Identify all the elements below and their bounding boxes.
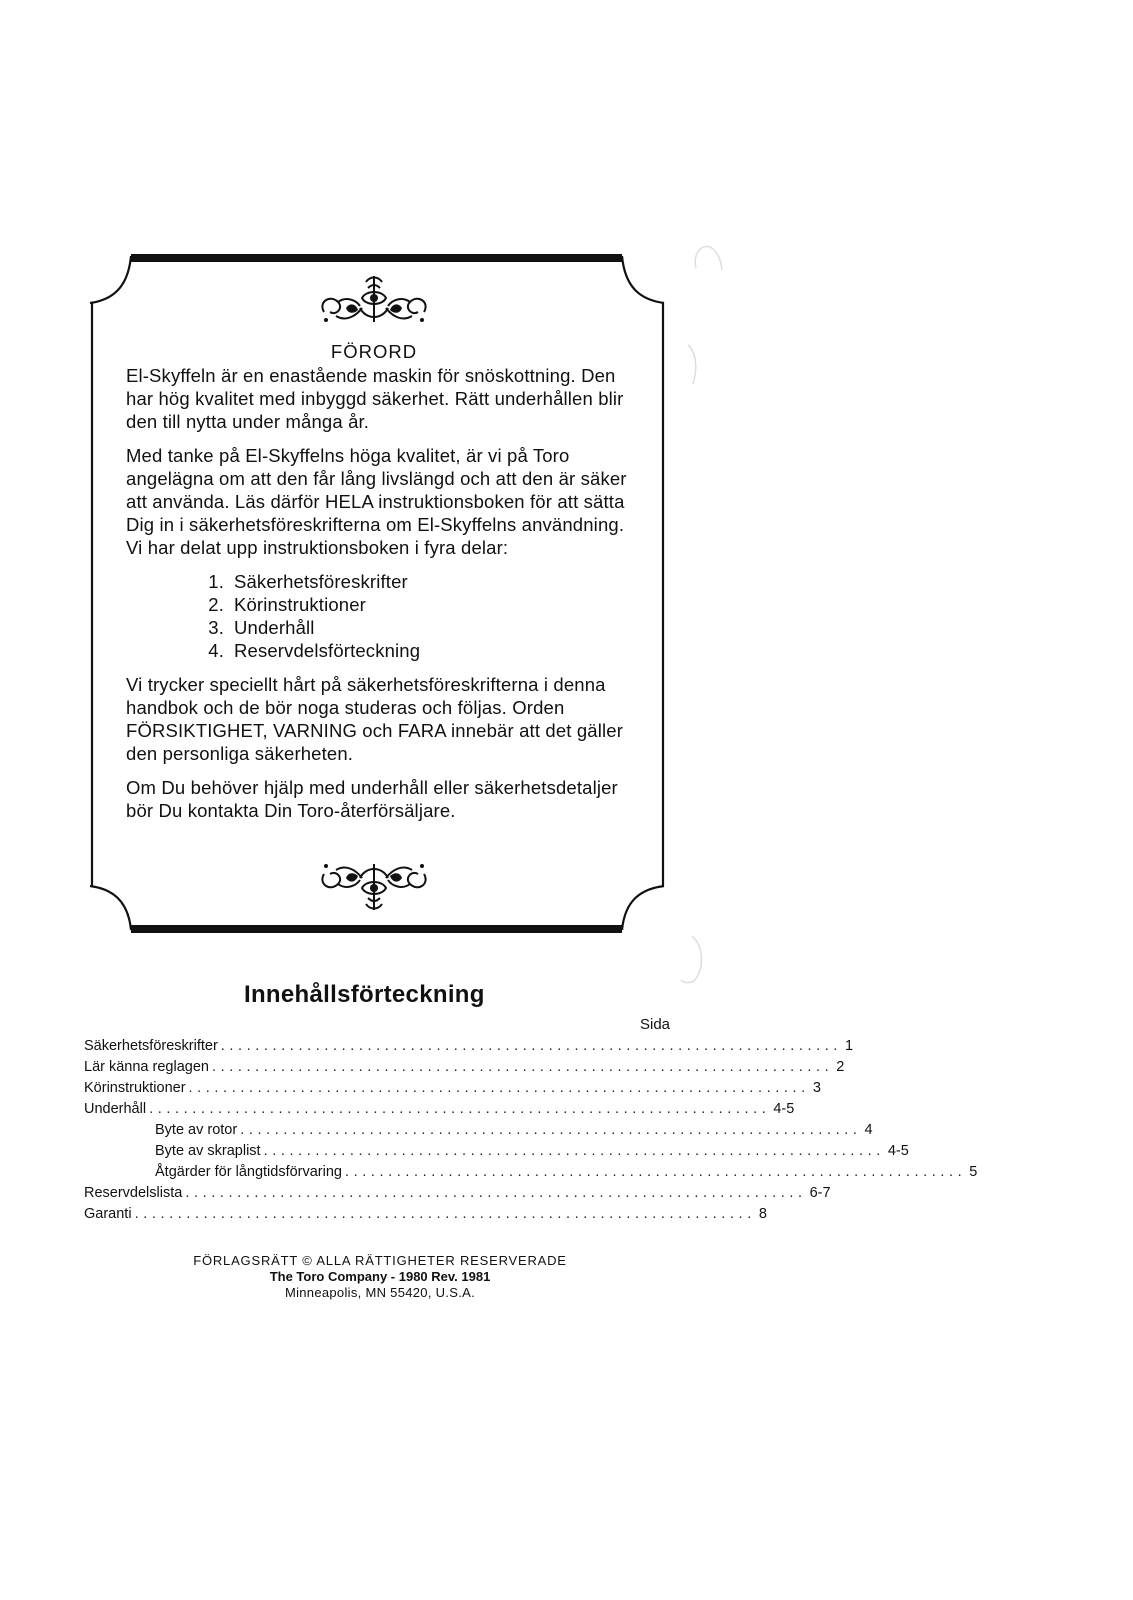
toc-entry-page: 5 [969,1164,978,1180]
toc-entry-label: Byte av rotor [155,1122,238,1138]
foreword-section [126,340,630,833]
toc-entry [84,1183,831,1204]
foreword-paragraph-2: Med tanke på El-Skyffelns höga kvalitet, är vi på Toro angelägna om att den får lång livslängd och att den är säker att använda. Läs därför HELA instruktionsboken för att sätta Dig in i säkerhetsföreskrifterna om El-Skyffelns användning. Vi har delat upp instruktionsboken i fyra delar: [126,445,627,558]
foreword-paragraph-3: Vi trycker speciellt hårt på säkerhetsföreskrifterna i denna handbok och de bör noga studeras och följas. Orden FÖRSIKTIGHET, VARNING och FARA innebär att det gäller den personliga säkerheten. [126,674,624,764]
manual-part-label: Reservdelsförteckning [234,640,421,661]
toc-page-column-header: Sida [640,1016,671,1033]
manual-part-number: 4. [208,640,224,661]
copyright-notice: FÖRLAGSRÄTT © ALLA RÄTTIGHETER RESERVERADE [193,1253,567,1268]
manual-part-number: 1. [208,571,224,592]
manual-part-item [194,570,630,593]
foreword-paragraph-4: Om Du behöver hjälp med underhåll eller säkerhetsdetaljer bör Du kontakta Din Toro-återförsäljare. [126,777,618,821]
toc-entry [84,1078,821,1099]
toc-entry-page: 4 [864,1122,873,1138]
copyright-company: The Toro Company - 1980 Rev. 1981 [269,1269,491,1284]
toc-list [84,1036,978,1225]
toc-entry-page: 3 [812,1080,821,1096]
toc-subentry [84,1120,873,1141]
toc-entry-page: 8 [758,1206,767,1222]
manual-part-item [194,616,630,639]
toc-entry-label: Säkerhetsföreskrifter [84,1038,218,1054]
toc-leader-dots: ........................................................................ [188,1080,810,1096]
toc-entry [84,1036,854,1057]
toc-entry-page: 1 [845,1038,854,1054]
toc-leader-dots: ........................................................................ [211,1059,834,1075]
toc-entry-label: Körinstruktioner [84,1080,186,1096]
toc-entry-page: 6-7 [809,1185,831,1201]
toc-leader-dots: ........................................................................ [263,1143,885,1159]
toc-leader-dots: ........................................................................ [240,1122,862,1138]
manual-part-label: Underhåll [234,617,315,638]
toc-leader-dots: ........................................................................ [134,1206,756,1222]
toc-entry-page: 2 [836,1059,845,1075]
toc-entry [84,1057,845,1078]
copyright-address: Minneapolis, MN 55420, U.S.A. [284,1285,476,1300]
manual-parts-list [194,570,630,662]
toc-entry-page: 4-5 [887,1143,909,1159]
manual-part-number: 3. [208,617,224,638]
foreword-paragraph-1: El-Skyffeln är en enastående maskin för snöskottning. Den har hög kvalitet med inbyggd säkerhet. Rätt underhållen blir den till nytta under många år. [126,365,624,432]
toc-entry-label: Reservdelslista [84,1185,183,1201]
toc-entry-label: Byte av skraplist [155,1143,261,1159]
toc-entry [84,1099,795,1120]
manual-part-label: Körinstruktioner [234,594,366,615]
toc-subentry [84,1162,978,1183]
manual-part-item [194,593,630,616]
toc-leader-dots: ........................................................................ [185,1185,807,1201]
toc-leader-dots: ........................................................................ [345,1164,967,1180]
toc-leader-dots: ........................................................................ [220,1038,843,1054]
toc-entry-label: Åtgärder för långtidsförvaring [155,1164,342,1180]
manual-part-item [194,639,630,662]
toc-entry-label: Underhåll [84,1101,147,1117]
toc-entry-label: Garanti [84,1206,132,1222]
manual-part-label: Säkerhetsföreskrifter [234,571,408,592]
toc-title: Innehållsförteckning [244,981,485,1008]
toc-subentry [84,1141,909,1162]
toc-leader-dots: ........................................................................ [149,1101,771,1117]
toc-entry-label: Lär känna reglagen [84,1059,209,1075]
toc-entry-page: 4-5 [773,1101,795,1117]
bottom-ornament-icon [316,858,432,914]
copyright-block [160,1253,600,1301]
foreword-title: FÖRORD [330,341,418,362]
toc-entry [84,1204,767,1225]
top-ornament-icon [316,272,432,328]
manual-part-number: 2. [208,594,224,615]
